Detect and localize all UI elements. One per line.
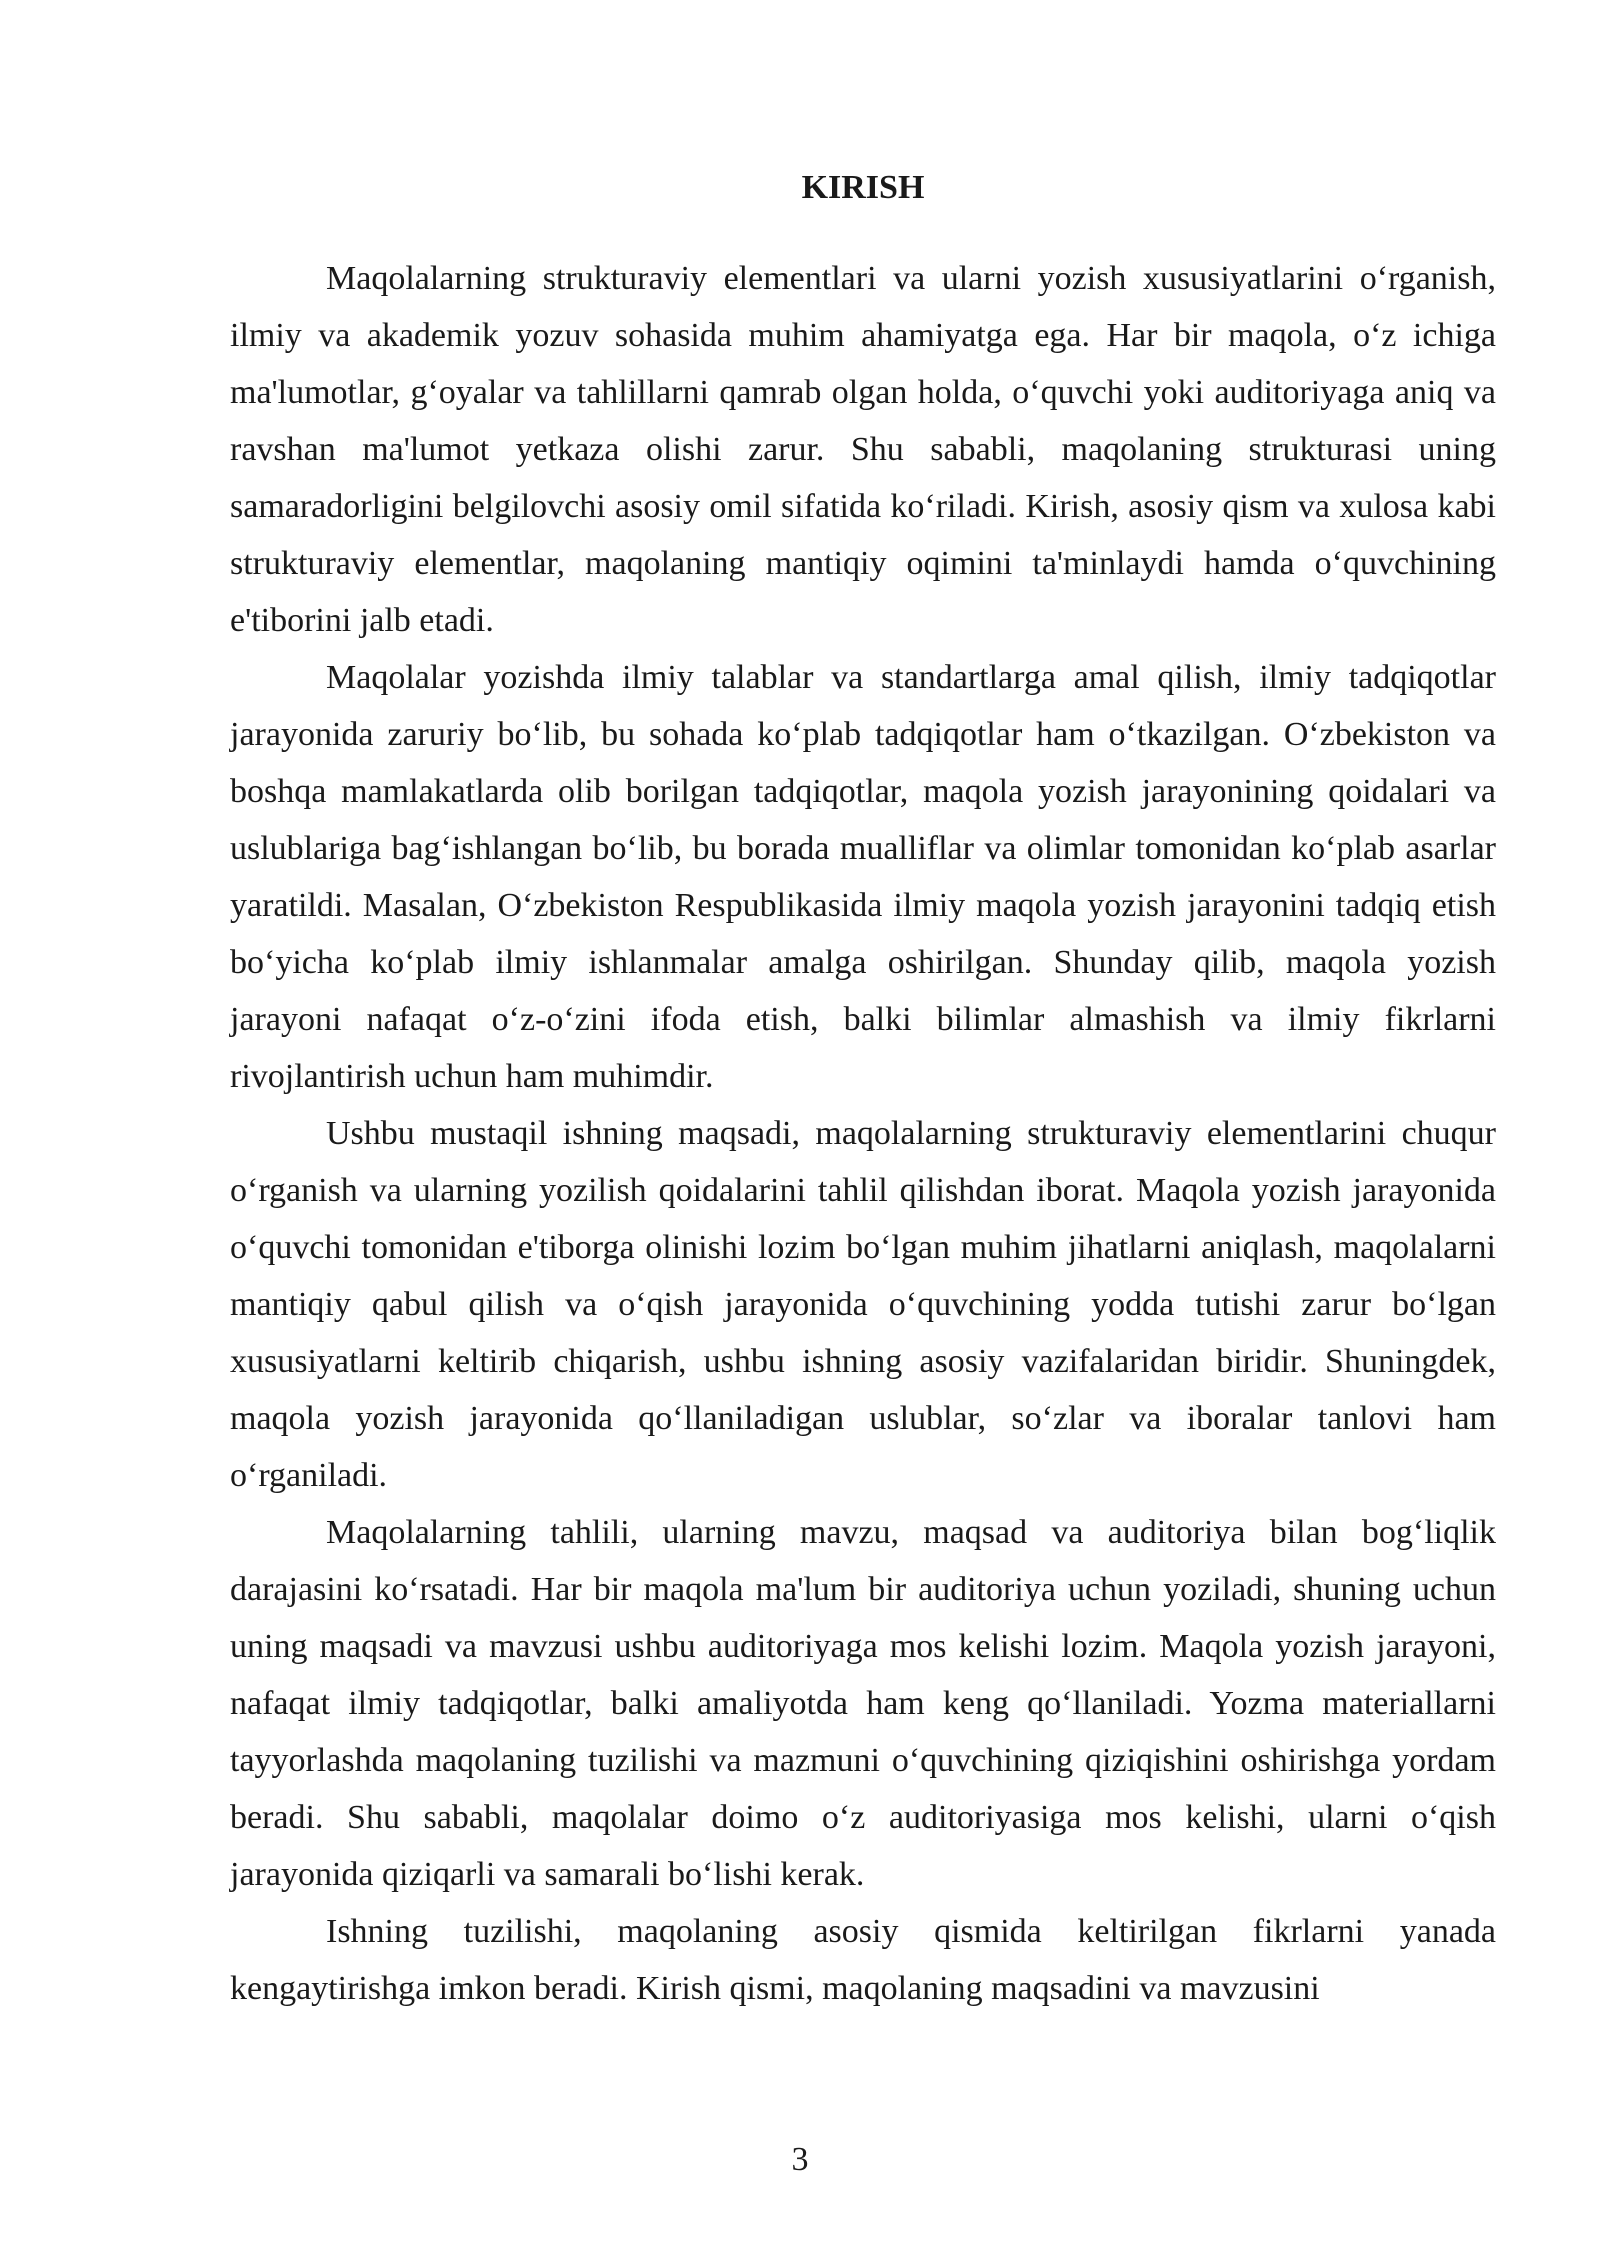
page-title: KIRISH xyxy=(801,169,925,206)
page-number: 3 xyxy=(791,2141,809,2178)
paragraph-2: Maqolalar yozishda ilmiy talablar va standartlarga amal qilish, ilmiy tadqiqotlar jarayonida zaruriy bo‘lib, bu sohada ko‘plab tadqiqotlar ham o‘tkazilgan. O‘zbekiston va boshqa mamlakatlarda olib borilgan tadqiqotlar, maqola yozish jarayonining qoidalari va uslublariga bag‘ishlangan bo‘lib, bu borada mualliflar va olimlar tomonidan ko‘plab asarlar yaratildi. Masalan, O‘zbekiston Respublikasida ilmiy maqola yozish jarayonini tadqiq etish bo‘yicha ko‘plab ilmiy ishlanmalar amalga oshirilgan. Shunday qilib, maqola yozish jarayoni nafaqat o‘z-o‘zini ifoda etish, balki bilimlar almashish va ilmiy fikrlarni rivojlantirish uchun ham muhimdir. xyxy=(230,659,1496,1095)
document-body xyxy=(230,250,1496,2017)
paragraph-5: Ishning tuzilishi, maqolaning asosiy qismida keltirilgan fikrlarni yanada kengaytirishga imkon beradi. Kirish qismi, maqolaning maqsadini va mavzusini xyxy=(230,1913,1496,2007)
paragraph-3: Ushbu mustaqil ishning maqsadi, maqolalarning strukturaviy elementlarini chuqur o‘rganish va ularning yozilish qoidalarini tahlil qilishdan iborat. Maqola yozish jarayonida o‘quvchi tomonidan e'tiborga olinishi lozim bo‘lgan muhim jihatlarni aniqlash, maqolalarni mantiqiy qabul qilish va o‘qish jarayonida o‘quvchining yodda tutishi zarur bo‘lgan xususiyatlarni keltirib chiqarish, ushbu ishning asosiy vazifalaridan biridir. Shuningdek, maqola yozish jarayonida qo‘llaniladigan uslublar, so‘zlar va iboralar tanlovi ham o‘rganiladi. xyxy=(230,1115,1496,1494)
paragraph-1: Maqolalarning strukturaviy elementlari va ularni yozish xususiyatlarini o‘rganish, ilmiy va akademik yozuv sohasida muhim ahamiyatga ega. Har bir maqola, o‘z ichiga ma'lumotlar, g‘oyalar va tahlillarni qamrab olgan holda, o‘quvchi yoki auditoriyaga aniq va ravshan ma'lumot yetkaza olishi zarur. Shu sababli, maqolaning strukturasi uning samaradorligini belgilovchi asosiy omil sifatida ko‘riladi. Kirish, asosiy qism va xulosa kabi strukturaviy elementlar, maqolaning mantiqiy oqimini ta'minlaydi hamda o‘quvchining e'tiborini jalb etadi. xyxy=(230,260,1496,639)
paragraph-4: Maqolalarning tahlili, ularning mavzu, maqsad va auditoriya bilan bog‘liqlik darajasini ko‘rsatadi. Har bir maqola ma'lum bir auditoriya uchun yoziladi, shuning uchun uning maqsadi va mavzusi ushbu auditoriyaga mos kelishi lozim. Maqola yozish jarayoni, nafaqat ilmiy tadqiqotlar, balki amaliyotda ham keng qo‘llaniladi. Yozma materiallarni tayyorlashda maqolaning tuzilishi va mazmuni o‘quvchining qiziqishini oshirishga yordam beradi. Shu sababli, maqolalar doimo o‘z auditoriyasiga mos kelishi, ularni o‘qish jarayonida qiziqarli va samarali bo‘lishi kerak. xyxy=(230,1514,1496,1893)
